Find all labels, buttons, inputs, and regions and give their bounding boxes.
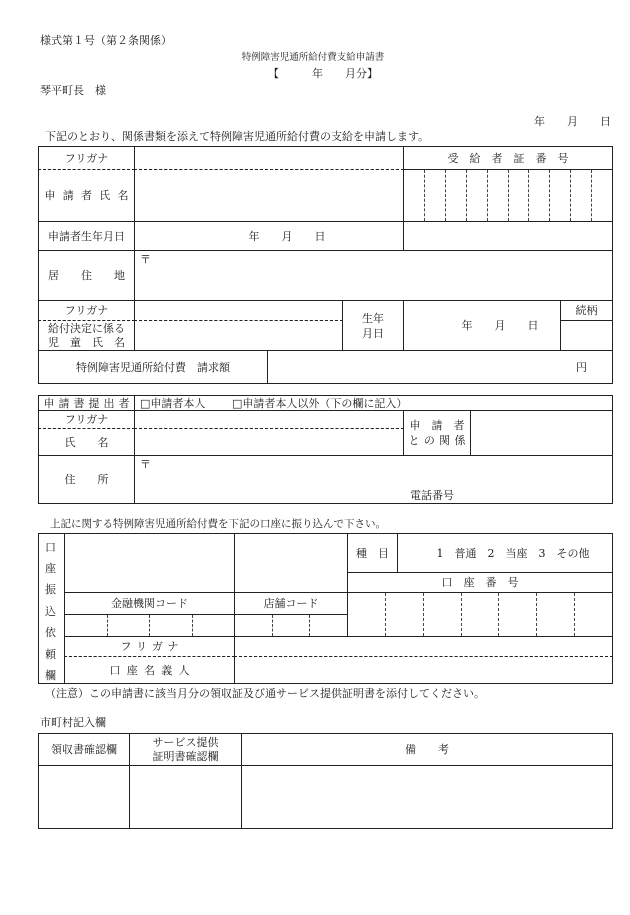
account-number-digit-box [386,593,424,636]
form-title: 特例障害児通所給付費支給申請書 [241,52,385,63]
child-birth-date: 年 月 日 [461,319,539,332]
application-date: 年 月 日 [534,115,611,128]
cert-digit-box [404,170,425,221]
cert-digit-box [592,170,612,221]
holder-name-field [234,656,613,684]
intro-statement: 下記のとおり、関係書類を添えて特例障害児通所給付費の支給を申請します。 [45,130,430,143]
submitter-name-label-cell [38,428,135,456]
submitter-furigana-label-cell [38,410,135,429]
holder-name-label: 口 座 名 義 人 [109,663,190,677]
claim-month-line: 【 年 月分】 [268,67,378,80]
branch-code-boxes [234,614,348,637]
applicant-birth-date: 年 月 日 [248,229,326,243]
applicant-name-label: 申 請 者 氏 名 [44,189,129,202]
phone-number-label: 電話番号 [410,489,454,502]
bank-code-digit-box [108,615,151,636]
addressee: 琴平町長 様 [40,84,106,97]
applicant-furigana-label: フリガナ [64,151,109,165]
bank-name-field [64,533,235,593]
relation-label-line2: と の 関 係 [408,434,466,447]
child-name-label-line1: 給付決定に係る [48,322,125,335]
cert-digit-box [488,170,509,221]
account-number-digit-box [575,593,612,636]
cert-digit-box [550,170,571,221]
bank-code-boxes [64,614,235,637]
bank-transfer-side-label [38,533,65,684]
child-furigana-label: フリガナ [64,304,109,317]
bank-code-label-cell [64,592,235,615]
residence-postal-mark: 〒 [140,253,151,266]
branch-code-label-cell [234,592,348,615]
bank-code-digit-box [150,615,193,636]
recipient-cert-number-label: 受 給 者 証 番 号 [447,151,569,165]
side-label-char: 口 [45,541,56,554]
applicant-furigana-label-cell [38,146,135,170]
relationship-label-cell [560,300,613,321]
applicant-birth-blank-cell [403,221,613,251]
child-birth-label-line1: 生年 [362,311,384,325]
account-number-label-cell [347,572,613,593]
holder-name-label-cell [64,656,235,684]
service-check-label-line1: サービス提供 [152,736,219,749]
submitter-furigana-label: フリガナ [64,413,109,426]
relationship-field [560,320,613,351]
child-birth-label-cell [342,300,404,351]
account-number-digit-box [348,593,386,636]
service-check-label-line2: 証明書確認欄 [152,750,219,763]
cert-digit-box [571,170,592,221]
receipt-check-header [38,733,130,766]
branch-code-digit-box [310,615,347,636]
account-type-label: 種 目 [356,546,389,560]
remarks-field [241,765,613,829]
cert-digit-box [467,170,488,221]
side-label-char: 座 [45,562,56,575]
account-number-digit-box [462,593,500,636]
residence-label: 居 住 地 [48,269,125,282]
account-type-label-cell [347,533,398,573]
bank-code-digit-box [193,615,235,636]
submitter-furigana-field [134,410,404,429]
transfer-request-note: 上記に関する特例障害児通所給付費を下記の口座に振り込んで下さい。 [50,518,386,530]
child-name-label-line2: 児 童 氏 名 [48,336,125,349]
submitter-label-cell [38,395,135,411]
recipient-cert-number-boxes [403,169,613,222]
caution-note: （注意）この申請書に該当月分の領収証及び通サービス提供証明書を添付してください。 [45,687,485,700]
submitter-options-cell [134,395,613,411]
holder-furigana-field [234,636,613,657]
account-number-digit-box [499,593,537,636]
account-number-label: 口 座 番 号 [441,576,519,589]
claim-amount-label-cell [38,350,268,384]
receipt-check-field [38,765,130,829]
remarks-header [241,733,613,766]
yen-unit: 円 [576,360,587,374]
child-name-label-cell [38,320,135,351]
residence-field [134,250,613,301]
branch-code-digit-box [235,615,273,636]
submitter-name-field [134,428,404,456]
submitter-label: 申 請 書 提 出 者 [43,396,130,410]
account-number-digit-box [537,593,575,636]
cert-digit-box [509,170,530,221]
service-check-field [129,765,242,829]
submitter-postal-mark: 〒 [140,458,151,471]
child-furigana-label-cell [38,300,135,321]
residence-label-cell [38,250,135,301]
side-label-char: 依 [45,626,56,639]
child-name-field [134,320,343,351]
claim-amount-field [267,350,613,384]
bank-code-digit-box [65,615,108,636]
child-furigana-field [134,300,343,321]
side-label-char: 欄 [45,669,56,682]
relation-label-line1: 申 請 者 [409,419,465,432]
applicant-furigana-field [134,146,404,170]
submitter-option-self: □申請者本人 [140,397,206,410]
side-label-char: 頼 [45,648,56,661]
account-number-digit-box [424,593,462,636]
side-label-char: 振 [45,583,56,596]
submitter-address-label: 住 所 [64,473,109,486]
relation-to-applicant-label-cell [403,410,471,456]
branch-code-digit-box [273,615,311,636]
applicant-birth-label-cell [38,221,135,251]
account-type-options: 1 普通 2 当座 3 その他 [436,546,590,560]
recipient-cert-number-header [403,146,613,170]
receipt-check-label: 領収書確認欄 [51,743,117,756]
cert-digit-box [529,170,550,221]
form-number: 様式第１号（第２条関係） [40,34,172,47]
remarks-label: 備 考 [405,743,449,756]
branch-code-label: 店舗コード [263,597,319,610]
account-type-options-cell [397,533,613,573]
cert-digit-box [446,170,467,221]
applicant-name-label-cell [38,169,135,222]
relationship-label: 続柄 [575,304,598,317]
branch-name-field [234,533,348,593]
account-number-boxes [347,592,613,637]
holder-furigana-label-cell [64,636,235,657]
service-check-header [129,733,242,766]
submitter-option-other: □申請者本人以外（下の欄に記入） [232,397,408,410]
child-birth-label-line2: 月日 [362,326,384,340]
cert-digit-box [425,170,446,221]
child-birth-field [403,300,561,351]
relation-to-applicant-field [470,410,613,456]
bank-code-label: 金融機関コード [111,597,188,610]
applicant-birth-label: 申請者生年月日 [48,229,125,243]
municipal-section-title: 市町村記入欄 [40,716,106,729]
applicant-birth-field [134,221,404,251]
side-label-char: 込 [45,605,56,618]
submitter-address-field [134,455,613,504]
claim-amount-label: 特例障害児通所給付費 請求額 [76,360,230,374]
holder-furigana-label: フ リ ガ ナ [120,640,179,653]
submitter-address-label-cell [38,455,135,504]
applicant-name-field [134,169,404,222]
submitter-name-label: 氏 名 [64,435,109,449]
